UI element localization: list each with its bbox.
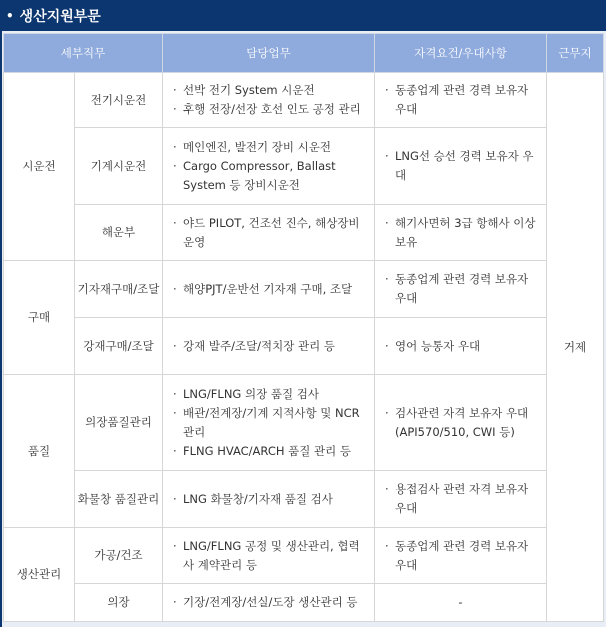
req-cell [375, 471, 547, 528]
duty-item: · LNG/FLNG 공정 및 생산관리, 협력사 계약관리 등 [173, 537, 368, 575]
req-cell [375, 73, 547, 128]
duty-item: · FLNG HVAC/ARCH 품질 관리 등 [173, 442, 368, 461]
subjob-cell: 해운부 [75, 205, 163, 261]
table-header-row [4, 34, 604, 73]
duty-cell [163, 205, 375, 261]
duty-item: · 기장/전계장/선실/도장 생산관리 등 [173, 593, 368, 612]
duty-cell [163, 318, 375, 375]
req-item: · LNG선 승선 경력 보유자 우대 [385, 147, 540, 185]
col-header-req: 자격요건/우대사항 [375, 34, 547, 73]
category-cell: 구매 [4, 261, 75, 375]
table-row [4, 584, 604, 622]
duty-item: · 선박 전기 System 시운전 [173, 81, 368, 100]
subjob-cell: 의장품질관리 [75, 375, 163, 471]
category-cell: 생산관리 [4, 528, 75, 622]
subjob-cell: 강재구매/조달 [75, 318, 163, 375]
table-row [4, 318, 604, 375]
req-item: · 동종업계 관련 경력 보유자 우대 [385, 270, 540, 308]
duty-item: · 강재 발주/조달/적치장 관리 등 [173, 337, 368, 356]
duty-cell [163, 528, 375, 584]
col-header-location: 근무지 [547, 34, 604, 73]
table-row [4, 128, 604, 205]
table-row [4, 471, 604, 528]
req-item: · 해기사면허 3급 항해사 이상 보유 [385, 214, 540, 252]
req-cell [375, 261, 547, 318]
duty-item: · 야드 PILOT, 건조선 진수, 해상장비 운영 [173, 214, 368, 252]
req-cell [375, 375, 547, 471]
duty-cell [163, 471, 375, 528]
bullet-icon: • [6, 8, 14, 23]
req-item: · 영어 능통자 우대 [385, 337, 540, 356]
req-cell [375, 318, 547, 375]
duty-cell [163, 261, 375, 318]
req-cell [375, 128, 547, 205]
subjob-cell: 가공/건조 [75, 528, 163, 584]
col-header-duty: 담당업무 [163, 34, 375, 73]
category-cell: 품질 [4, 375, 75, 528]
table-row [4, 73, 604, 128]
duty-cell [163, 128, 375, 205]
subjob-cell: 기계시운전 [75, 128, 163, 205]
category-cell: 시운전 [4, 73, 75, 261]
duty-item: · Cargo Compressor, Ballast System 등 장비시운전 [173, 157, 368, 195]
req-item: · 용접검사 관련 자격 보유자 우대 [385, 480, 540, 518]
section-title: 생산지원부문 [19, 8, 101, 25]
location-cell: 거제 [547, 73, 604, 622]
duty-item: · 메인엔진, 발전기 장비 시운전 [173, 138, 368, 157]
duty-item: · LNG 화물창/기자재 품질 검사 [173, 490, 368, 509]
duty-item: · 해양PJT/운반선 기자재 구매, 조달 [173, 280, 368, 299]
req-cell [375, 528, 547, 584]
duty-cell [163, 73, 375, 128]
req-cell [375, 205, 547, 261]
req-cell-empty: - [375, 584, 547, 622]
subjob-cell: 기자재구매/조달 [75, 261, 163, 318]
table-row [4, 261, 604, 318]
subjob-cell: 전기시운전 [75, 73, 163, 128]
duty-cell [163, 375, 375, 471]
section-header [0, 0, 606, 31]
req-item: · 동종업계 관련 경력 보유자 우대 [385, 537, 540, 575]
table-row [4, 205, 604, 261]
duty-cell [163, 584, 375, 622]
req-item: · 검사관련 자격 보유자 우대 (API570/510, CWI 등) [385, 404, 540, 442]
duty-item: · 배관/전계장/기계 지적사항 및 NCR 관리 [173, 404, 368, 442]
job-table [3, 33, 604, 622]
col-header-subjob: 세부직무 [4, 34, 163, 73]
req-item: · 동종업계 관련 경력 보유자 우대 [385, 81, 540, 119]
table-row [4, 528, 604, 584]
subjob-cell: 화물창 품질관리 [75, 471, 163, 528]
duty-item: · LNG/FLNG 의장 품질 검사 [173, 385, 368, 404]
subjob-cell: 의장 [75, 584, 163, 622]
duty-item: · 후행 전장/선장 호선 인도 공정 관리 [173, 100, 368, 119]
table-row [4, 375, 604, 471]
